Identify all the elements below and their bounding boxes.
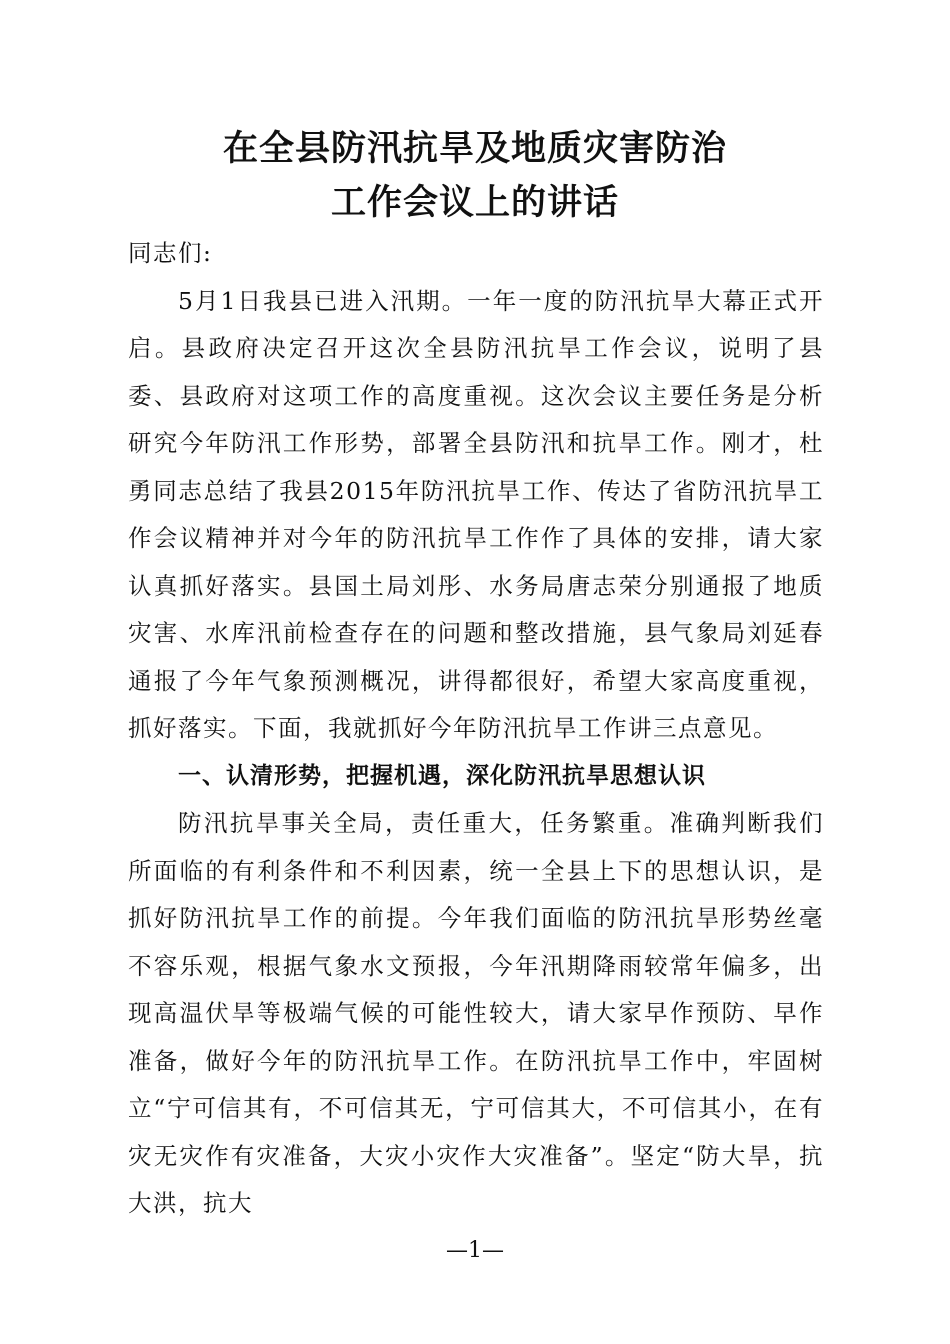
paragraph-intro: 5月1日我县已进入汛期。一年一度的防汛抗旱大幕正式开启。县政府决定召开这次全县防汛抗旱工作会议，说明了县委、县政府对这项工作的高度重视。这次会议主要任务是分析研究今年防汛工作形势，部署全县防汛和抗旱工作。刚才，杜勇同志总结了我县2015年防汛抗旱工作、传达了省防汛抗旱工作会议精神并对今年的防汛抗旱工作作了具体的安排，请大家认真抓好落实。县国土局刘彤、水务局唐志荣分别通报了地质灾害、水库汛前检查存在的问题和整改措施，县气象局刘延春通报了今年气象预测概况，讲得都很好，希望大家高度重视，抓好落实。下面，我就抓好今年防汛抗旱工作讲三点意见。: [128, 286, 824, 742]
paragraph-section-1: 防汛抗旱事关全局，责任重大，任务繁重。准确判断我们所面临的有利条件和不利因素，统一全县上下的思想认识，是抓好防汛抗旱工作的前提。今年我们面临的防汛抗旱形势丝毫不容乐观，根据气象水文预报，今年汛期降雨较常年偏多，出现高温伏旱等极端气候的可能性较大，请大家早作预防、早作准备，做好今年的防汛抗旱工作。在防汛抗旱工作中，牢固树立“宁可信其有，不可信其无，宁可信其大，不可信其小，在有灾无灾作有灾准备，大灾小灾作大灾准备”。坚定“防大旱，抗大洪，抗大: [128, 809, 824, 1217]
document-body: [128, 230, 824, 1228]
title-line-2: 工作会议上的讲话: [330, 183, 619, 223]
section-heading-1: 一、认清形势，把握机遇，深化防汛抗旱思想认识: [178, 762, 706, 789]
document-title: [0, 122, 950, 230]
salutation: 同志们:: [128, 239, 213, 267]
title-line-1: 在全县防汛抗旱及地质灾害防治: [222, 129, 727, 169]
page-number: —1—: [446, 1238, 504, 1263]
